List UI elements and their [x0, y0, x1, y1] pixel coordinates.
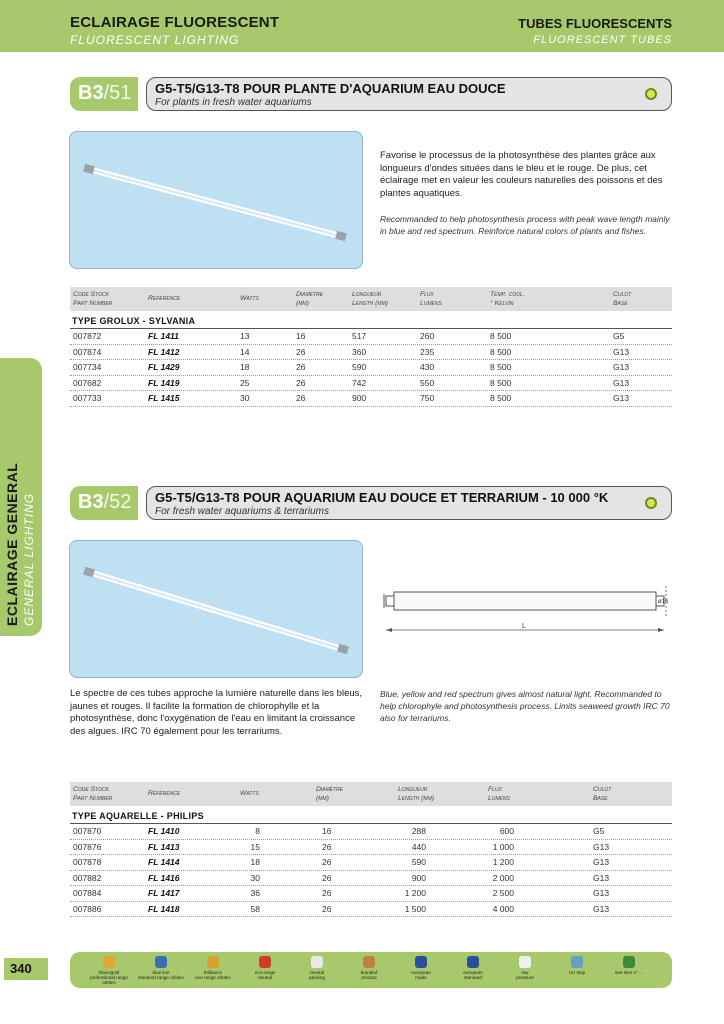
product-table-1 — [70, 287, 672, 407]
table-cell-watts: 8 — [255, 826, 260, 836]
table-row — [70, 902, 672, 918]
legend-label: european — [463, 970, 483, 975]
diagram-diameter-label: ø16 — [658, 599, 669, 605]
table-cell-watts: 36 — [250, 888, 260, 898]
legend-label: brilliance — [203, 970, 223, 975]
col-base-fr: Culot — [593, 786, 612, 793]
col-length — [398, 786, 434, 803]
gold-range-icon — [103, 956, 115, 968]
col-base — [593, 786, 611, 803]
legend-sublabel: made — [415, 975, 427, 981]
product-photo — [69, 131, 363, 269]
col-base-en: Base — [593, 794, 608, 802]
table-body — [70, 329, 672, 407]
diagram-length-label: L — [522, 623, 526, 630]
section-b3-52-header — [70, 486, 672, 520]
legend-sublabel: packing — [309, 975, 325, 981]
col-reference: Référence — [148, 790, 181, 797]
table-cell-base: G13 — [593, 872, 610, 883]
col-diameter-fr: Diamètre — [316, 786, 344, 793]
product-table-2 — [70, 782, 672, 917]
footer-legend — [70, 952, 672, 988]
table-cell-temp: 8 500 — [490, 377, 512, 388]
table-row — [70, 329, 672, 345]
table-cell-watts: 30 — [250, 872, 260, 883]
legend-label: blanc/gold — [98, 970, 120, 975]
table-row — [70, 824, 672, 840]
legend-label: eco range — [254, 970, 276, 975]
legend-item — [292, 956, 342, 980]
table-cell-flux: 1 200 — [492, 857, 514, 867]
section-b3-51-header — [70, 77, 672, 111]
table-cell-code: 007733 — [73, 393, 102, 403]
table-cell-diameter: 26 — [322, 841, 332, 852]
table-cell-base: G13 — [613, 377, 630, 388]
table-cell-code: 007884 — [73, 888, 102, 898]
side-tab — [0, 358, 42, 636]
table-cell-diameter: 26 — [296, 362, 306, 372]
table-cell-length: 742 — [352, 377, 367, 388]
table-cell-reference: FL 1417 — [148, 888, 180, 898]
table-cell-watts: 18 — [240, 362, 250, 372]
description-en: Recommanded to help photosynthesis process with peak wave length mainly in blue and red spectrum. Reinforce natural colors of plants and fishes. — [380, 214, 670, 236]
table-cell-temp: 8 500 — [490, 393, 512, 403]
low-pressure-icon — [519, 956, 531, 968]
table-cell-flux: 4 000 — [492, 903, 514, 914]
table-row — [70, 376, 672, 392]
table-cell-diameter: 26 — [322, 888, 332, 898]
table-cell-watts: 15 — [250, 841, 260, 852]
branded-product-icon — [363, 956, 375, 968]
table-cell-diameter: 26 — [296, 377, 306, 388]
section-code-main: B3 — [78, 82, 104, 104]
table-cell-reference: FL 1413 — [148, 841, 180, 852]
table-cell-length: 900 — [411, 872, 426, 883]
table-cell-reference: FL 1418 — [148, 903, 180, 914]
table-row — [70, 871, 672, 887]
col-watts: Watts — [240, 295, 259, 302]
col-code-en: Part Number — [73, 299, 113, 307]
table-cell-length: 590 — [352, 362, 367, 372]
see-item-icon — [623, 956, 635, 968]
legend-sublabel: product — [361, 975, 377, 981]
header-subtitle-right: FLUORESCENT TUBES — [533, 34, 672, 46]
table-cell-watts: 25 — [240, 377, 250, 388]
legend-sublabel: professional range orbitec — [90, 975, 128, 986]
col-diameter-en: (mm) — [316, 794, 329, 802]
legend-item — [448, 956, 498, 980]
section-code — [70, 77, 138, 111]
col-diameter — [296, 291, 323, 308]
col-code-en: Part Number — [73, 794, 113, 802]
table-cell-base: G13 — [593, 857, 610, 867]
table-header — [70, 782, 672, 806]
table-cell-code: 007734 — [73, 362, 102, 372]
fluorescent-tube-icon — [70, 132, 363, 269]
table-cell-reference: FL 1429 — [148, 362, 180, 372]
table-cell-length: 288 — [411, 826, 426, 836]
col-code-fr: Code Stock — [73, 786, 109, 793]
bullet-icon — [645, 497, 657, 509]
table-row — [70, 840, 672, 856]
col-code — [73, 786, 112, 803]
table-cell-base: G5 — [593, 826, 605, 836]
table-cell-flux: 600 — [499, 826, 514, 836]
legend-sublabel: eco range orbitec — [195, 975, 231, 981]
section-subtitle: For plants in fresh water aquariums — [155, 97, 312, 108]
header-title-right: TUBES FLUORESCENTS — [518, 16, 672, 31]
table-cell-base: G5 — [613, 331, 625, 341]
table-cell-reference: FL 1412 — [148, 346, 180, 357]
legend-label: see item n° ... — [614, 970, 644, 975]
table-cell-base: G13 — [593, 903, 610, 914]
table-cell-length: 590 — [411, 857, 426, 867]
description-en: Blue, yellow and red spectrum gives almost natural light. Recommanded to help chlorophyle and photosynthesis process. Limits seaweed growth IRC 70 also for terrariums. — [380, 689, 670, 723]
section-code — [70, 486, 138, 520]
bullet-icon — [645, 88, 657, 100]
uv-stop-icon — [571, 956, 583, 968]
table-cell-reference: FL 1416 — [148, 872, 180, 883]
table-group-label — [70, 311, 672, 329]
table-cell-base: G13 — [593, 888, 610, 898]
table-cell-watts: 30 — [240, 393, 250, 403]
table-cell-diameter: 26 — [296, 346, 306, 357]
table-cell-diameter: 16 — [322, 826, 332, 836]
table-row — [70, 855, 672, 871]
table-cell-length: 360 — [352, 346, 367, 357]
col-flux — [488, 786, 510, 803]
table-cell-flux: 2 000 — [492, 872, 514, 883]
col-length-en: Length (mm) — [398, 794, 435, 802]
blue-range-icon — [155, 956, 167, 968]
table-cell-reference: FL 1411 — [148, 331, 179, 341]
side-tab-subtitle: GENERAL LIGHTING — [22, 492, 36, 626]
table-cell-length: 900 — [352, 393, 367, 403]
section-title-bar — [146, 77, 672, 111]
table-cell-temp: 8 500 — [490, 346, 512, 357]
col-flux-en: Lumens — [488, 794, 510, 802]
legend-label: UV stop — [568, 970, 586, 975]
table-cell-flux: 750 — [420, 393, 435, 403]
col-watts: Watts — [240, 790, 259, 797]
col-diameter-fr: Diamètre — [296, 291, 324, 298]
group-name: TYPE GROLUX - SYLVANIA — [72, 316, 196, 326]
table-cell-reference: FL 1415 — [148, 393, 180, 403]
product-photo — [69, 540, 363, 678]
section-code-num: /51 — [103, 82, 132, 104]
table-cell-watts: 14 — [240, 346, 250, 357]
col-length-fr: Longueur — [398, 786, 428, 793]
col-temp-en: ° Kelvin — [490, 299, 514, 307]
legend-item — [84, 956, 134, 986]
table-cell-watts: 58 — [250, 903, 260, 914]
table-cell-length: 517 — [352, 331, 367, 341]
legend-sublabel: standard — [464, 975, 482, 981]
legend-sublabel: pressure — [516, 975, 534, 981]
table-row — [70, 360, 672, 376]
col-diameter-en: (mm) — [296, 299, 309, 307]
european-standard-icon — [467, 956, 479, 968]
table-cell-code: 007876 — [73, 841, 102, 852]
table-cell-diameter: 26 — [322, 872, 332, 883]
table-cell-length: 440 — [411, 841, 426, 852]
group-name: TYPE AQUARELLE - PHILIPS — [72, 811, 204, 821]
legend-label: european — [411, 970, 431, 975]
table-cell-code: 007886 — [73, 903, 102, 914]
legend-item — [552, 956, 602, 975]
european-made-icon — [415, 956, 427, 968]
legend-item — [240, 956, 290, 980]
col-flux — [420, 291, 442, 308]
legend-label: blue line — [152, 970, 170, 975]
table-cell-base: G13 — [613, 393, 630, 403]
legend-item — [136, 956, 186, 980]
table-cell-flux: 550 — [420, 377, 435, 388]
table-body — [70, 824, 672, 917]
table-cell-base: G13 — [613, 346, 630, 357]
table-cell-reference: FL 1410 — [148, 826, 180, 836]
description-fr: Favorise le processus de la photosynthèse des plantes grâce aux longueurs d'ondes situées dans le bleu et le rouge. De plus, cet éclairage met en valeur les couleurs naturelles des poissons et des plantes aquatiques. — [380, 150, 663, 199]
side-tab-title: ECLAIRAGE GENERAL — [4, 462, 20, 626]
table-cell-code: 007682 — [73, 377, 102, 388]
table-cell-length: 1 200 — [404, 888, 426, 898]
table-cell-code: 007878 — [73, 857, 102, 867]
fluorescent-tube-icon — [70, 541, 363, 678]
col-flux-en: Lumens — [420, 299, 442, 307]
tube-dimension-diagram — [380, 580, 672, 640]
table-cell-diameter: 26 — [296, 393, 306, 403]
table-cell-temp: 8 500 — [490, 362, 512, 372]
col-base — [613, 291, 631, 308]
table-cell-code: 007872 — [73, 331, 102, 341]
table-row — [70, 345, 672, 361]
col-temp-fr: Temp. coul. — [490, 291, 525, 298]
legend-item — [604, 956, 654, 975]
legend-item — [344, 956, 394, 980]
col-base-fr: Culot — [613, 291, 632, 298]
col-code — [73, 291, 112, 308]
section-title: G5-T5/G13-T8 POUR PLANTE D'AQUARIUM EAU DOUCE — [155, 81, 506, 96]
legend-label: neutral — [309, 970, 325, 975]
table-row — [70, 391, 672, 407]
col-flux-fr: Flux — [420, 291, 434, 298]
table-cell-watts: 13 — [240, 331, 250, 341]
section-title-bar — [146, 486, 672, 520]
section-title: G5-T5/G13-T8 POUR AQUARIUM EAU DOUCE ET TERRARIUM - 10 000 °K — [155, 490, 609, 505]
header-subtitle: FLUORESCENT LIGHTING — [70, 33, 240, 47]
legend-label: low — [521, 970, 529, 975]
legend-item — [188, 956, 238, 980]
col-flux-fr: Flux — [488, 786, 502, 793]
table-cell-diameter: 26 — [322, 857, 332, 867]
col-base-en: Base — [613, 299, 628, 307]
col-diameter — [316, 786, 343, 803]
legend-item — [500, 956, 550, 980]
brilliance-icon — [207, 956, 219, 968]
table-cell-flux: 235 — [420, 346, 435, 357]
table-cell-reference: FL 1419 — [148, 377, 180, 388]
table-cell-flux: 1 000 — [492, 841, 514, 852]
col-code-fr: Code Stock — [73, 291, 109, 298]
table-cell-length: 1 500 — [404, 903, 426, 914]
table-cell-flux: 430 — [420, 362, 435, 372]
page-number: 340 — [4, 958, 48, 980]
table-cell-code: 007874 — [73, 346, 102, 357]
table-cell-base: G13 — [593, 841, 610, 852]
section-code-num: /52 — [103, 491, 132, 513]
table-cell-flux: 260 — [420, 331, 435, 341]
neutral-packing-icon — [311, 956, 323, 968]
table-cell-code: 007870 — [73, 826, 102, 836]
legend-label: branded — [360, 970, 378, 975]
description-fr: Le spectre de ces tubes approche la lumière naturelle dans les bleus, jaunes et rouges. Il facilite la formation de chlorophylle et la photosynthèse, donc l'oxygénation de l'eau en limitant la croissance des algues. IRC 70 également pour les terrariums. — [70, 688, 363, 737]
col-length-fr: Longueur — [352, 291, 382, 298]
table-cell-reference: FL 1414 — [148, 857, 180, 867]
table-group-label — [70, 806, 672, 824]
header-title: ECLAIRAGE FLUORESCENT — [70, 14, 280, 31]
table-cell-watts: 18 — [250, 857, 260, 867]
col-reference: Référence — [148, 295, 181, 302]
legend-sublabel: standard range orbitec — [138, 975, 184, 981]
table-cell-code: 007882 — [73, 872, 102, 883]
eco-range-icon — [259, 956, 271, 968]
legend-sublabel: neutral — [257, 975, 273, 981]
table-cell-flux: 2 500 — [492, 888, 514, 898]
section-code-main: B3 — [78, 491, 104, 513]
table-row — [70, 886, 672, 902]
table-cell-diameter: 16 — [296, 331, 306, 341]
col-length-en: Length (mm) — [352, 299, 389, 307]
col-length — [352, 291, 388, 308]
section-subtitle: For fresh water aquariums & terrariums — [155, 506, 329, 517]
table-header — [70, 287, 672, 311]
table-cell-diameter: 26 — [322, 903, 332, 914]
table-cell-base: G13 — [613, 362, 630, 372]
legend-item — [396, 956, 446, 980]
table-cell-temp: 8 500 — [490, 331, 512, 341]
col-temp — [490, 291, 525, 308]
page-header — [0, 0, 724, 52]
